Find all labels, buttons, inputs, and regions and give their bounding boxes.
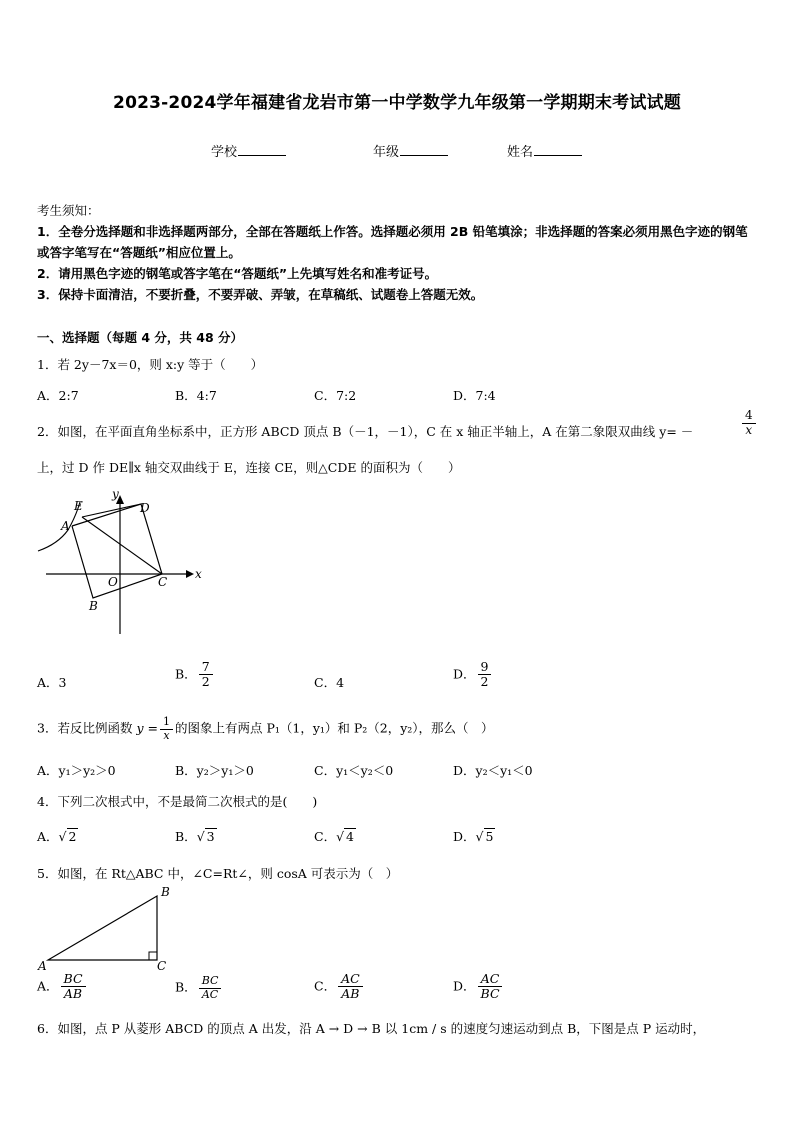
q5-option-a-frac <box>61 972 86 1002</box>
q4-option-c-prefix: C． <box>314 829 337 844</box>
q5-option-b-prefix: B． <box>175 979 197 995</box>
triangle-abc <box>48 896 157 960</box>
right-angle-mark <box>149 952 157 960</box>
q5-option-a-prefix: A． <box>37 978 59 994</box>
q1-option-c: C．7:2 <box>314 388 357 403</box>
q3-stem-pre: 3．若反比例函数 <box>37 720 133 736</box>
frac-den: 2 <box>480 674 489 690</box>
sqrt-symbol: √ 2 <box>58 829 77 844</box>
q5-option-a <box>37 972 88 1002</box>
frac-den: x <box>163 728 170 742</box>
q1-option-d: D．7:4 <box>453 388 496 403</box>
q5-option-c-frac <box>338 972 363 1002</box>
radicand: 5 <box>485 829 494 844</box>
q4-option-a-prefix: A． <box>37 829 59 844</box>
q3-stem <box>37 716 494 742</box>
q5-option-c-prefix: C． <box>314 978 337 994</box>
q1-option-b: B．4:7 <box>175 388 217 403</box>
segment-de <box>82 504 141 517</box>
q2-option-a: A．3 <box>37 675 67 690</box>
frac-den: BC <box>480 986 500 1002</box>
exam-title: 2023-2024学年福建省龙岩市第一中学数学九年级第一学期期末考试试题 <box>113 93 681 113</box>
segment-ce <box>82 517 162 574</box>
q2-option-b-frac <box>199 660 213 690</box>
q1-option-a: A．2:7 <box>37 388 79 403</box>
frac-num: BC <box>61 972 86 987</box>
q2-frac-den: x <box>745 422 753 437</box>
q3-stem-post: 的图象上有两点 P₁（1，y₁）和 P₂（2，y₂），那么（ ） <box>174 720 494 736</box>
sqrt-symbol: √ 5 <box>475 829 494 844</box>
label-e: E <box>74 499 83 513</box>
label-a: A <box>61 519 70 533</box>
frac-num: 7 <box>199 660 213 675</box>
q2-option-b-prefix: B． <box>175 666 197 682</box>
q5-figure <box>36 882 176 974</box>
q2-frac-num: 4 <box>742 409 756 424</box>
sqrt-symbol: √ 4 <box>336 829 354 844</box>
school-blank <box>238 143 286 156</box>
notice-item: 1．全卷分选择题和非选择题两部分，全部在答题纸上作答。选择题必须用 2B 铅笔填涂；非选择题的答案必须用黑色字迹的钢笔或答字笔写在“答题纸”相应位置上。 <box>37 224 748 260</box>
frac-den: AC <box>201 987 219 1001</box>
school-label: 学校 <box>211 145 238 160</box>
name-blank <box>534 143 582 156</box>
q3-option-c: C．y₁＜y₂＜0 <box>314 763 394 778</box>
notice-heading: 考生须知： <box>37 203 100 218</box>
notice-block <box>37 200 757 305</box>
q2-fraction <box>742 409 756 438</box>
grade-field <box>373 141 448 160</box>
frac-num: 1 <box>160 716 173 730</box>
q3-fraction <box>160 716 173 742</box>
name-label: 姓名 <box>507 145 534 160</box>
q4-option-d-prefix: D． <box>453 829 476 844</box>
q5-option-d-prefix: D． <box>453 978 476 994</box>
label-c: C <box>158 575 168 589</box>
q3-option-d: D．y₂＜y₁＜0 <box>453 763 533 778</box>
q4-option-b <box>175 827 217 845</box>
q2-option-d <box>453 660 493 690</box>
frac-den: AB <box>341 986 360 1002</box>
q6-stem: 6．如图，点 P 从菱形 ABCD 的顶点 A 出发，沿 A → D → B 以 1cm / s 的速度匀速运动到点 B，下图是点 P 运动时， <box>37 1021 706 1036</box>
grade-blank <box>400 143 448 156</box>
label-b: B <box>89 599 98 613</box>
label-d: D <box>140 501 150 515</box>
notice-item: 2．请用黑色字迹的钢笔或答字笔在“答题纸”上先填写姓名和准考证号。 <box>37 266 438 281</box>
frac-num: AC <box>478 972 503 987</box>
q3-y-eq: y = <box>136 720 158 736</box>
q4-option-d <box>453 827 495 845</box>
q4-option-a <box>37 827 78 845</box>
school-field <box>211 141 286 160</box>
q2-option-d-prefix: D． <box>453 666 476 682</box>
notice-item: 3．保持卡面清洁，不要折叠，不要弄破、弄皱，在草稿纸、试题卷上答题无效。 <box>37 287 484 302</box>
q4-option-c <box>314 827 356 845</box>
q5-option-d <box>453 972 505 1002</box>
q2-option-b <box>175 660 215 690</box>
section-heading: 一、选择题（每题 4 分，共 48 分） <box>37 330 244 345</box>
q2-figure <box>36 486 216 638</box>
q3-option-b: B．y₂＞y₁＞0 <box>175 763 254 778</box>
frac-num: AC <box>338 972 363 987</box>
frac-num: 9 <box>478 660 492 675</box>
q5-option-b-frac <box>199 975 222 1001</box>
q2-option-c: C．4 <box>314 675 345 690</box>
grade-label: 年级 <box>373 145 400 160</box>
label-x: x <box>195 567 202 581</box>
q2-option-d-frac <box>478 660 492 690</box>
radicand: 2 <box>68 829 77 844</box>
q5-option-d-frac <box>478 972 503 1002</box>
frac-num: BC <box>199 975 222 989</box>
label-b: B <box>161 885 170 899</box>
x-axis-arrow <box>186 570 194 578</box>
label-y: y <box>112 487 119 501</box>
q4-option-b-prefix: B． <box>175 829 197 844</box>
sqrt-symbol: √ 3 <box>196 829 215 844</box>
q5-stem: 5．如图，在 Rt△ABC 中，∠C=Rt∠，则 cosA 可表示为（ ） <box>37 866 399 881</box>
label-o: O <box>108 575 118 589</box>
name-field <box>507 141 582 160</box>
q2-stem-text: 2．如图，在平面直角坐标系中，正方形 ABCD 顶点 B（－1，－1），C 在 x 轴正半轴上，A 在第二象限双曲线 y= － <box>37 424 694 439</box>
frac-den: AB <box>63 986 83 1002</box>
q5-option-c <box>314 972 365 1002</box>
q3-option-a: A．y₁＞y₂＞0 <box>37 763 116 778</box>
label-c: C <box>157 959 167 973</box>
q5-option-b <box>175 975 223 1001</box>
q4-stem: 4．下列二次根式中，不是最简二次根式的是( ) <box>37 794 318 809</box>
radicand: 4 <box>346 829 354 844</box>
q2-stem-line1 <box>37 422 693 440</box>
frac-den: 2 <box>201 674 210 690</box>
q2-stem-line2: 上，过 D 作 DE∥x 轴交双曲线于 E，连接 CE，则△CDE 的面积为（ ） <box>37 460 461 475</box>
label-a: A <box>38 959 47 973</box>
q1-stem: 1．若 2y－7x＝0，则 x:y 等于（ ） <box>37 357 264 372</box>
radicand: 3 <box>206 829 215 844</box>
